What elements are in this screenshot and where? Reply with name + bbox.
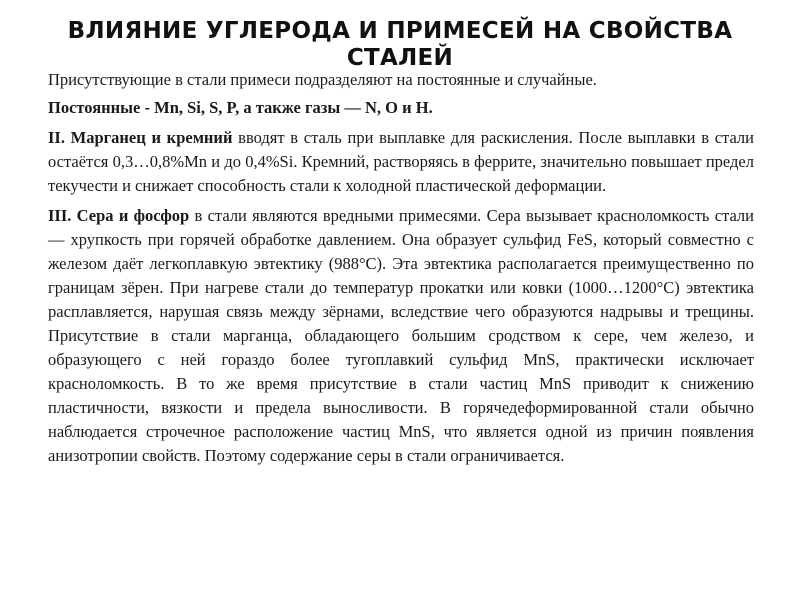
permanent-impurities-text: Постоянные - Mn, Si, S, P, а также газы — N, O и H. <box>48 98 433 117</box>
sulfur-phosphorus-text: в стали являются вредными примесями. Сера вызывает красноломкость стали — хрупкость при горячей обработке давлением. Она образует сульфид FeS, который совместно с железом даёт легкоплавкую эвтектику (988°C). Эта эвтектика располагается преимущественно по границам зёрен. При нагреве стали до температур прокатки или ковки (1000…1200°C) эвтектика расплавляется, нарушая связь между зёрнами, вследствие чего образуются надрывы и трещины. Присутствие в стали марганца, обладающего большим сродством к сере, чем железо, и образующего с ней гораздо более тугоплавкий сульфид MnS, практически исключает красноломкость. В то же время присутствие в стали частиц MnS приводит к снижению пластичности, вязкости и предела выносливости. В горячедеформированной стали обычно наблюдается строчечное расположение частиц MnS, что является одной из причин появления анизотропии свойств. Поэтому содержание серы в стали ограничивается. <box>48 206 754 465</box>
sulfur-phosphorus-heading: III. Сера и фосфор <box>48 206 190 225</box>
manganese-silicon-paragraph <box>48 126 754 198</box>
slide-title: ВЛИЯНИЕ УГЛЕРОДА И ПРИМЕСЕЙ НА СВОЙСТВА СТАЛЕЙ <box>67 18 733 71</box>
manganese-silicon-heading: II. Марганец и кремний <box>48 128 233 147</box>
permanent-impurities-paragraph <box>48 96 754 120</box>
slide-body <box>48 68 754 474</box>
sulfur-phosphorus-paragraph <box>48 204 754 468</box>
manganese-silicon-text: вводят в сталь при выплавке для раскисления. После выплавки в стали остаётся 0,3…0,8%Mn и до 0,4%Si. Кремний, растворяясь в феррите, значительно повышает предел текучести и снижает способность стали к холодной пластической деформации. <box>48 128 754 195</box>
intro-paragraph: Присутствующие в стали примеси подразделяют на постоянные и случайные. <box>48 70 597 89</box>
